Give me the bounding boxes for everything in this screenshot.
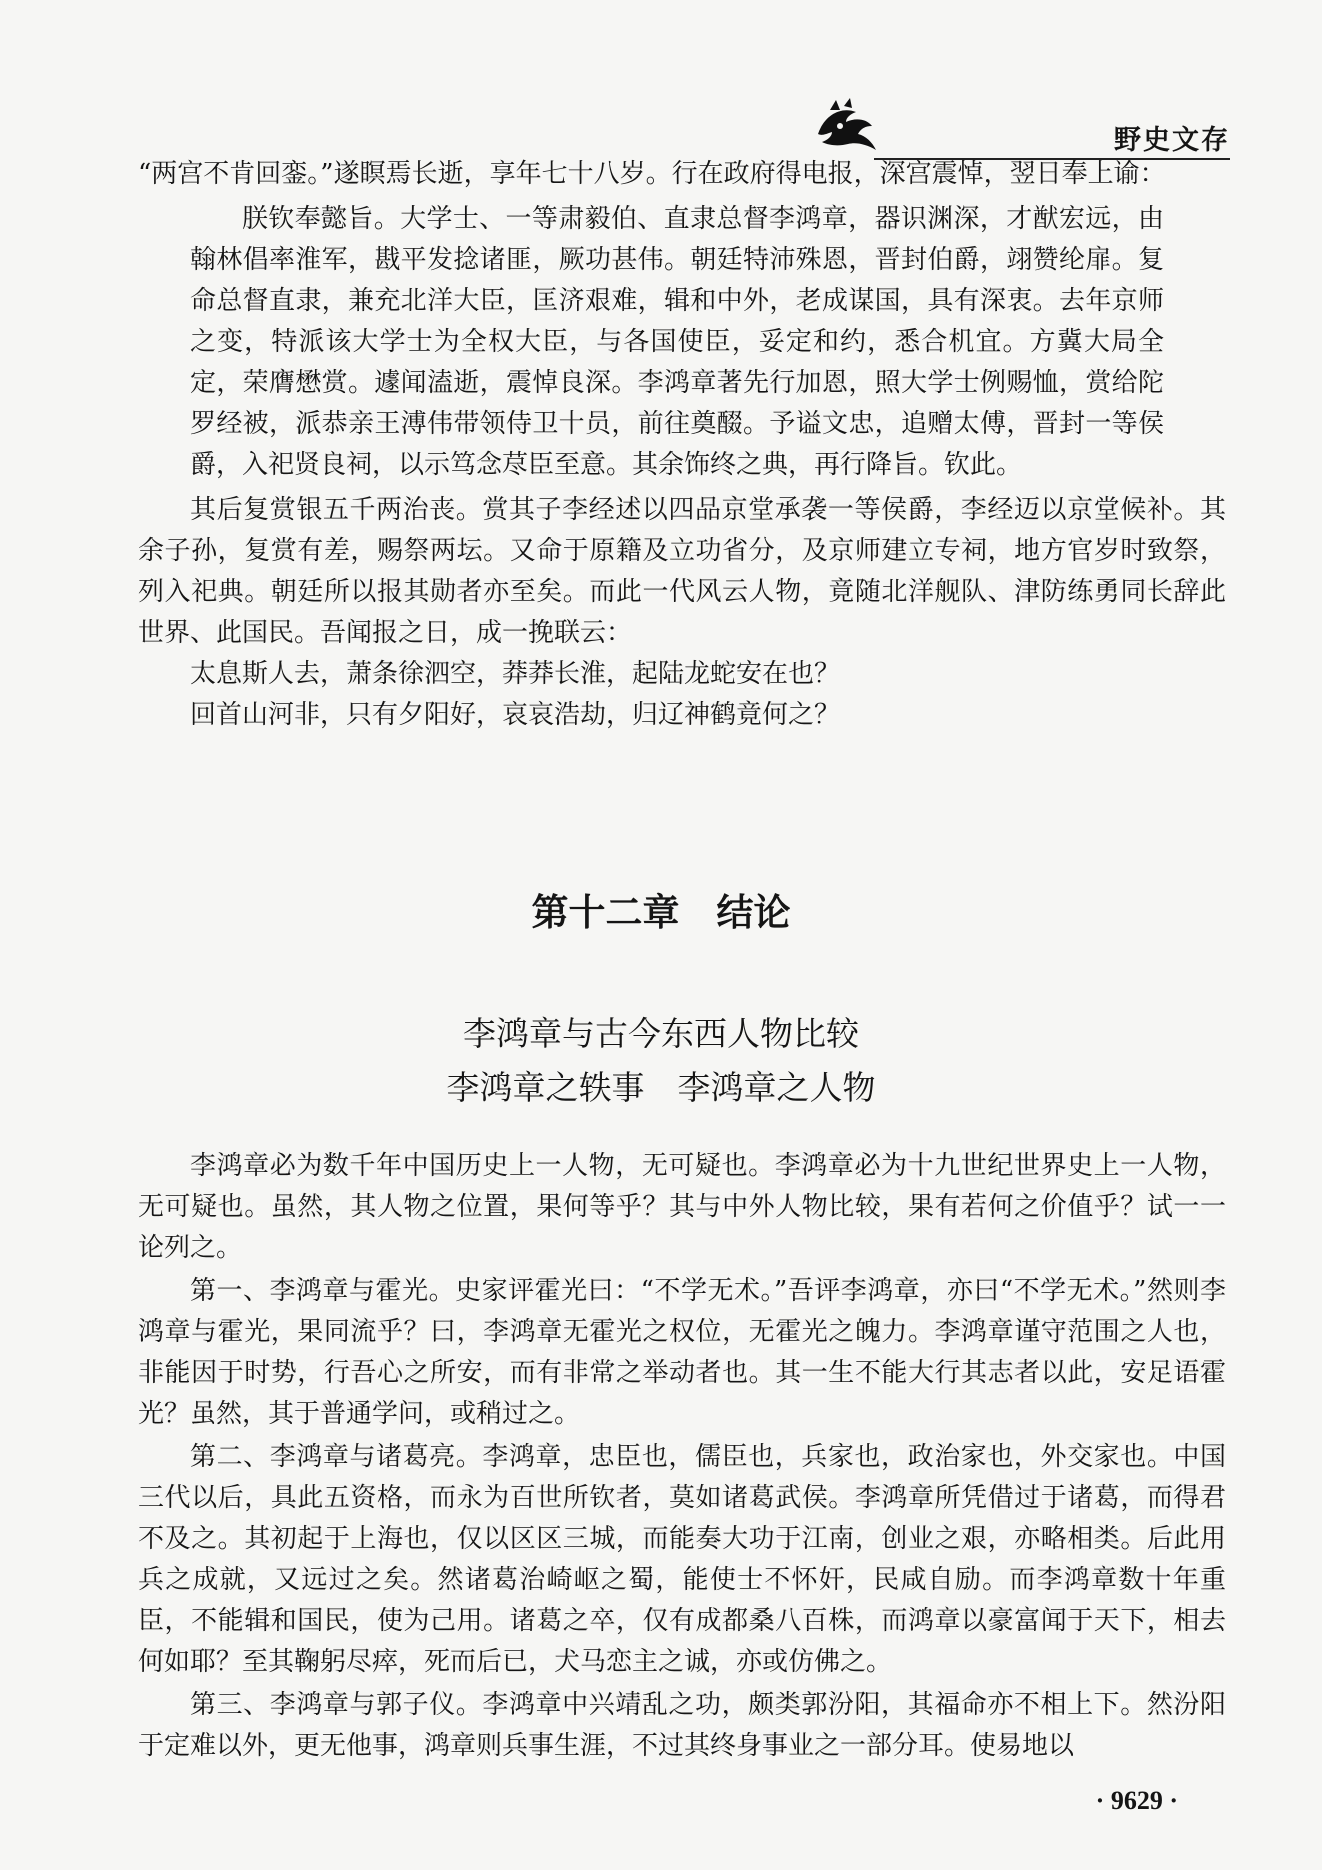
series-title: 野史文存: [1114, 125, 1230, 156]
paragraph-guo-ziyi: 第三、李鸿章与郭子仪。李鸿章中兴靖乱之功，颇类郭汾阳，其福命亦不相上下。然汾阳于定难以外，更无他事，鸿章则兵事生涯，不过其终身事业之一部分耳。使易地以: [138, 1690, 1226, 1761]
paragraph-aftermath: 其后复赏银五千两治丧。赏其子李经述以四品京堂承袭一等侯爵，李经迈以京堂候补。其余子孙，复赏有差，赐祭两坛。又命于原籍及立功省分，及京师建立专祠，地方官岁时致祭，列入祀典。朝廷所以报其勋者亦至矣。而此一代风云人物，竟随北洋舰队、津防练勇同长辞此世界、此国民。吾闻报之日，成一挽联云：: [138, 495, 1226, 648]
chapter-heading: 第十二章 结论: [531, 891, 791, 934]
bottom-text-block: [138, 1146, 1226, 1767]
couplet-line-1: 太息斯人去，萧条徐泗空，莽莽长淮，起陆龙蛇安在也？: [190, 659, 841, 689]
chapter-subtitle-1: 李鸿章与古今东西人物比较: [463, 1014, 859, 1053]
paragraph-opening: 李鸿章必为数千年中国历史上一人物，无可疑也。李鸿章必为十九世纪世界史上一人物，无可疑也。虽然，其人物之位置，果何等乎？其与中外人物比较，果有若何之价值乎？试一一论列之。: [138, 1151, 1226, 1263]
paragraph-huo-guang: 第一、李鸿章与霍光。史家评霍光曰：“不学无术。”吾评李鸿章，亦曰“不学无术。”然则李鸿章与霍光，果同流乎？曰，李鸿章无霍光之权位，无霍光之魄力。李鸿章谨守范围之人也，非能因于时势，行吾心之所安，而有非常之举动者也。其一生不能大行其志者以此，安足语霍光？虽然，其于普通学问，或稍过之。: [138, 1276, 1226, 1429]
chapter-subtitle-2: 李鸿章之轶事 李鸿章之人物: [446, 1068, 876, 1107]
dragon-emblem-icon: [810, 96, 882, 158]
top-text-block: [138, 154, 1226, 736]
couplet-line-2: 回首山河非，只有夕阳好，哀哀浩劫，归辽神鹤竟何之？: [190, 700, 841, 730]
page-number: · 9629 ·: [1095, 1786, 1178, 1815]
imperial-edict: 朕钦奉懿旨。大学士、一等肃毅伯、直隶总督李鸿章，器识渊深，才猷宏远，由翰林倡率淮军，戡平发捻诸匪，厥功甚伟。朝廷特沛殊恩，晋封伯爵，翊赞纶扉。复命总督直隶，兼充北洋大臣，匡济艰难，辑和中外，老成谋国，具有深衷。去年京师之变，特派该大学士为全权大臣，与各国使臣，妥定和约，悉合机宜。方冀大局全定，荣膺懋赏。遽闻溘逝，震悼良深。李鸿章著先行加恩，照大学士例赐恤，赏给陀罗经被，派恭亲王溥伟带领侍卫十员，前往奠醊。予谥文忠，追赠太傅，晋封一等侯爵，入祀贤良祠，以示笃念荩臣至意。其余饰终之典，再行降旨。钦此。: [190, 204, 1164, 480]
paragraph-intro: “两宫不肯回銮。”遂瞑焉长逝，享年七十八岁。行在政府得电报，深宫震悼，翌日奉上谕：: [138, 159, 1166, 189]
paragraph-zhuge-liang: 第二、李鸿章与诸葛亮。李鸿章，忠臣也，儒臣也，兵家也，政治家也，外交家也。中国三代以后，具此五资格，而永为百世所钦者，莫如诸葛武侯。李鸿章所凭借过于诸葛，而得君不及之。其初起于上海也，仅以区区三城，而能奏大功于江南，创业之艰，亦略相类。后此用兵之成就，又远过之矣。然诸葛治崎岖之蜀，能使士不怀奸，民咸自励。而李鸿章数十年重臣，不能辑和国民，使为己用。诸葛之卒，仅有成都桑八百株，而鸿章以豪富闻于天下，相去何如耶？至其鞠躬尽瘁，死而后已，犬马恋主之诚，亦或仿佛之。: [138, 1442, 1226, 1677]
